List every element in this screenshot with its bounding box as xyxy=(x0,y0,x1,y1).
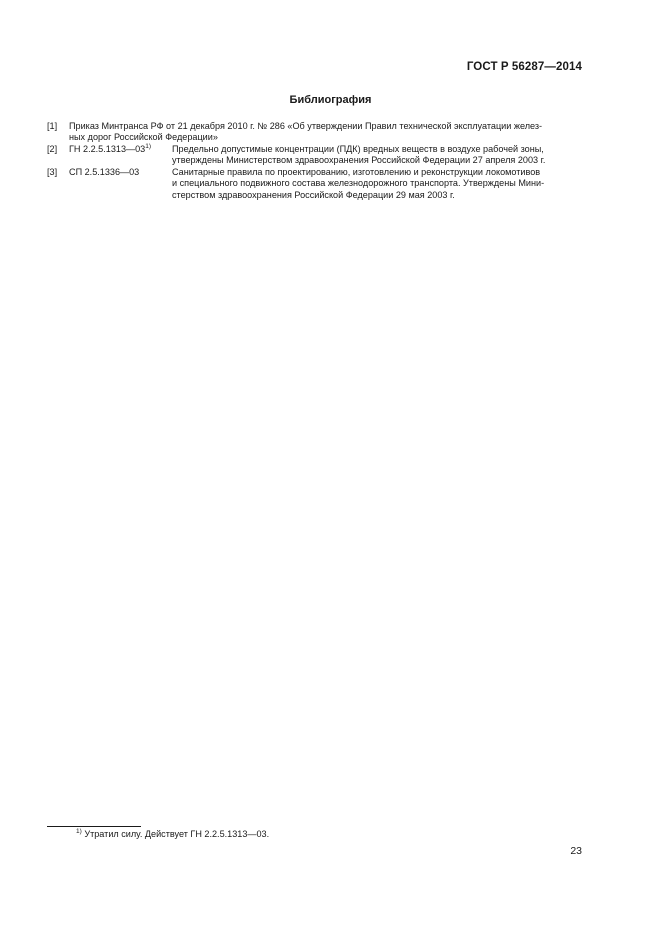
footnote-ref: 1) xyxy=(145,143,151,151)
section-title: Библиография xyxy=(289,94,372,106)
bibliography-entry-2 xyxy=(47,144,582,167)
entry-text-line: ных дорог Российской Федерации» xyxy=(69,132,218,143)
entry-number: [2] xyxy=(47,144,58,155)
entry-desc-line: утверждены Министерством здравоохранения Российской Федерации 27 апреля 2003 г. xyxy=(172,155,546,166)
entry-number: [3] xyxy=(47,167,58,178)
bibliography-entry-3 xyxy=(47,167,582,201)
entry-desc-line: и специального подвижного состава железнодорожного транспорта. Утверждены Мини- xyxy=(172,178,545,189)
footnote-divider xyxy=(47,826,141,827)
entry-desc-line: Санитарные правила по проектированию, изготовлению и реконструкции локомотивов xyxy=(172,167,541,178)
entry-description xyxy=(172,167,582,201)
entry-number: [1] xyxy=(47,121,58,131)
entry-text-line: Приказ Минтранса РФ от 21 декабря 2010 г. № 286 «Об утверждении Правил технической эксплуатации желез- xyxy=(69,121,543,131)
entry-code-text: ГН 2.2.5.1313—03 xyxy=(69,144,146,155)
document-code: ГОСТ Р 56287—2014 xyxy=(466,61,582,73)
footnote-text: Утратил силу. Действует ГН 2.2.5.1313—03. xyxy=(84,829,270,839)
bibliography-entry-1 xyxy=(47,121,582,144)
entry-desc-line: стерством здравоохранения Российской Федерации 29 мая 2003 г. xyxy=(172,189,455,200)
entry-code xyxy=(69,144,172,167)
entry-code-text: СП 2.5.1336—03 xyxy=(69,167,140,178)
entry-text xyxy=(69,121,582,144)
bibliography-list xyxy=(47,121,582,202)
entry-desc-line: Предельно допустимые концентрации (ПДК) вредных веществ в воздухе рабочей зоны, xyxy=(172,144,544,155)
footnote xyxy=(76,829,269,840)
entry-description xyxy=(172,144,582,167)
page-number: 23 xyxy=(570,845,582,857)
footnote-marker: 1) xyxy=(76,828,82,835)
entry-code xyxy=(69,167,172,201)
